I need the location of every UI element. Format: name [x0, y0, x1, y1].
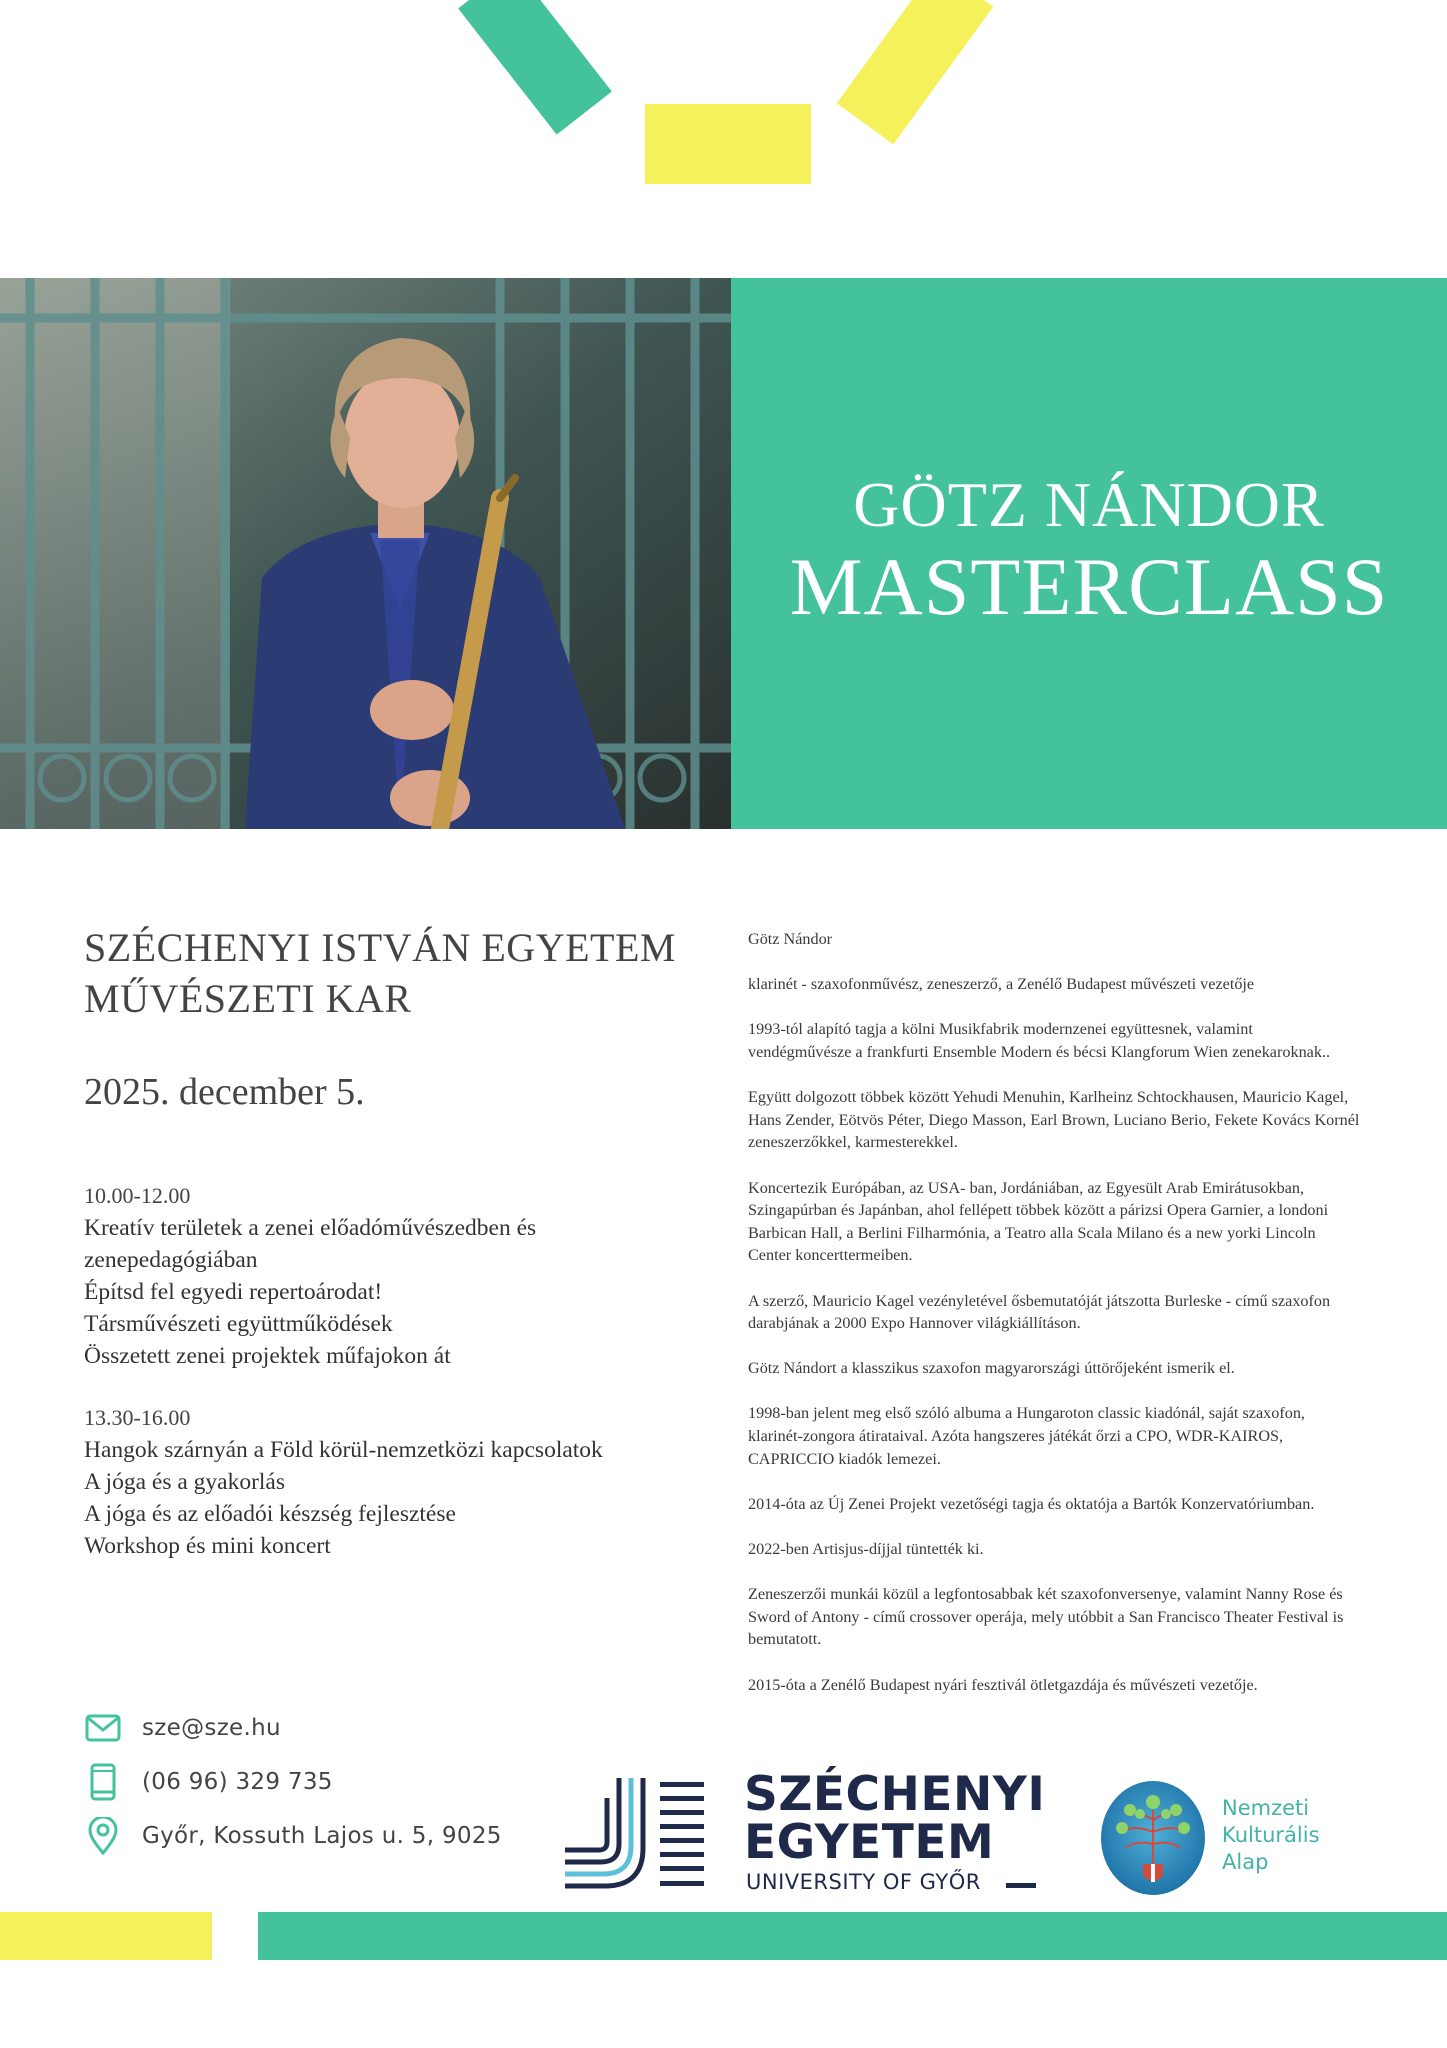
bio-paragraph: 1993-tól alapító tagja a kölni Musikfabrik modernzenei együttesnek, valamint vendégművésze a frankfurti Ensemble Modern és bécsi Klangforum Wien zenekaroknak..: [748, 1020, 1331, 1061]
sze-logo-mark: [565, 1778, 707, 1894]
bio-paragraph: Götz Nándor: [748, 930, 833, 948]
sze-logo-line-1: SZÉCHENYI: [744, 1767, 1046, 1822]
bio-paragraph: Együtt dolgozott többek között Yehudi Menuhin, Karlheinz Schtockhausen, Mauricio Kagel, Hans Zender, Eötvös Péter, Diego Masson, Earl Brown, Luciano Berio, Fekete Kovács Kornél zeneszerzőkkel, karmesterekkel.: [748, 1088, 1360, 1152]
footer-yellow-bar: [0, 1912, 212, 1960]
decor-yellow-block: [645, 104, 811, 184]
nka-line-1: Nemzeti: [1222, 1796, 1310, 1820]
university-line-2: MŰVÉSZETI KAR: [84, 976, 412, 1021]
session-item: Építsd fel egyedi repertoárodat!: [84, 1279, 383, 1305]
biography: [748, 928, 1360, 1719]
bio-paragraph: Zeneszerzői munkái közül a legfontosabbak két szaxofonversenye, valamint Nanny Rose és Sword of Antony - című crossover operája, mely utóbbit a San Francisco Theater Festival is bemutatott.: [748, 1585, 1344, 1649]
hero-photo: [0, 278, 731, 829]
nka-line-2: Kulturális: [1222, 1823, 1320, 1847]
session-item: Összetett zenei projektek műfajokon át: [84, 1343, 451, 1369]
nka-line-3: Alap: [1222, 1850, 1269, 1874]
hero-title-name: GÖTZ NÁNDOR: [853, 469, 1325, 540]
contact-address-row: [84, 1816, 502, 1856]
university-line-1: SZÉCHENYI ISTVÁN EGYETEM: [84, 925, 676, 970]
bio-paragraph: A szerző, Mauricio Kagel vezényletével ősbemutatóját játszotta Burleske - című szaxofon darabjának a 2000 Expo Hannover világkiállításon.: [748, 1291, 1331, 1333]
nka-logo-emblem: [1100, 1780, 1206, 1896]
hero-title-panel: [731, 278, 1447, 829]
hero-title-masterclass: MASTERCLASS: [789, 541, 1389, 632]
bio-paragraph: 2015-óta a Zenélő Budapest nyári fesztivál ötletgazdája és művészeti vezetője.: [748, 1675, 1258, 1694]
session-morning: [84, 1180, 644, 1372]
bio-paragraph: Koncertezik Európában, az USA- ban, Jordániában, az Egyesült Arab Emirátusokban, Szingapúrban és Japánban, ahol fellépett többek között a párizsi Opera Garnier, a londoni Barbican Hall, a Berlini Filharmónia, a Teatro alla Scala Milano és a new yorki Lincoln Center koncerttermeiben.: [748, 1178, 1329, 1265]
session-item: Kreatív területek a zenei előadóművészedben és zenepedagógiában: [84, 1215, 537, 1273]
session-item: Társművészeti együttműködések: [84, 1311, 393, 1337]
session-time: 13.30-16.00: [84, 1405, 191, 1430]
contact-email-row: [84, 1708, 281, 1748]
session-item: Hangok szárnyán a Föld körül-nemzetközi kapcsolatok: [84, 1437, 603, 1463]
contact-phone-row: [84, 1762, 333, 1802]
bio-paragraph: 1998-ban jelent meg első szóló albuma a Hungaroton classic kiadónál, saját szaxofon, klarinét-zongora átirataival. Azóta hangszeres játékát őrzi a CPO, WDR-KAIROS, CAPRICCIO kiadók lemezei.: [748, 1404, 1305, 1468]
session-item: A jóga és az előadói készség fejlesztése: [84, 1501, 456, 1527]
bio-paragraph: klarinét - szaxofonművész, zeneszerző, a Zenélő Budapest művészeti vezetője: [748, 975, 1255, 994]
contact-address: Győr, Kossuth Lajos u. 5, 9025: [142, 1823, 502, 1849]
sze-logo-line-2: EGYETEM: [744, 1815, 995, 1870]
sze-logo-subtitle: UNIVERSITY OF GYŐR: [746, 1870, 981, 1894]
university-heading: [84, 922, 724, 1024]
bio-paragraph: Götz Nándort a klasszikus szaxofon magyarországi úttörőjeként ismerik el.: [748, 1359, 1235, 1378]
phone-icon: [84, 1763, 122, 1801]
sze-logo-underline: [1006, 1883, 1036, 1888]
email-icon: [84, 1709, 122, 1747]
bio-paragraph: 2022-ben Artisjus-díjjal tüntették ki.: [748, 1540, 984, 1559]
footer-green-bar: [258, 1912, 1447, 1960]
bio-paragraph: 2014-óta az Új Zenei Projekt vezetőségi tagja és oktatója a Bartók Konzervatóriumban.: [748, 1494, 1315, 1513]
session-afternoon: [84, 1402, 644, 1562]
event-date: 2025. december 5.: [84, 1071, 365, 1113]
decor-green-bar: [458, 0, 612, 135]
decor-yellow-bar: [837, 0, 994, 144]
session-time: 10.00-12.00: [84, 1183, 191, 1208]
contact-email[interactable]: sze@sze.hu: [142, 1715, 281, 1741]
session-item: A jóga és a gyakorlás: [84, 1469, 286, 1495]
portrait-illustration: [0, 278, 731, 829]
location-pin-icon: [84, 1817, 122, 1855]
nka-logo-text: [1222, 1795, 1320, 1876]
contact-phone[interactable]: (06 96) 329 735: [142, 1769, 333, 1795]
session-item: Workshop és mini koncert: [84, 1533, 331, 1559]
